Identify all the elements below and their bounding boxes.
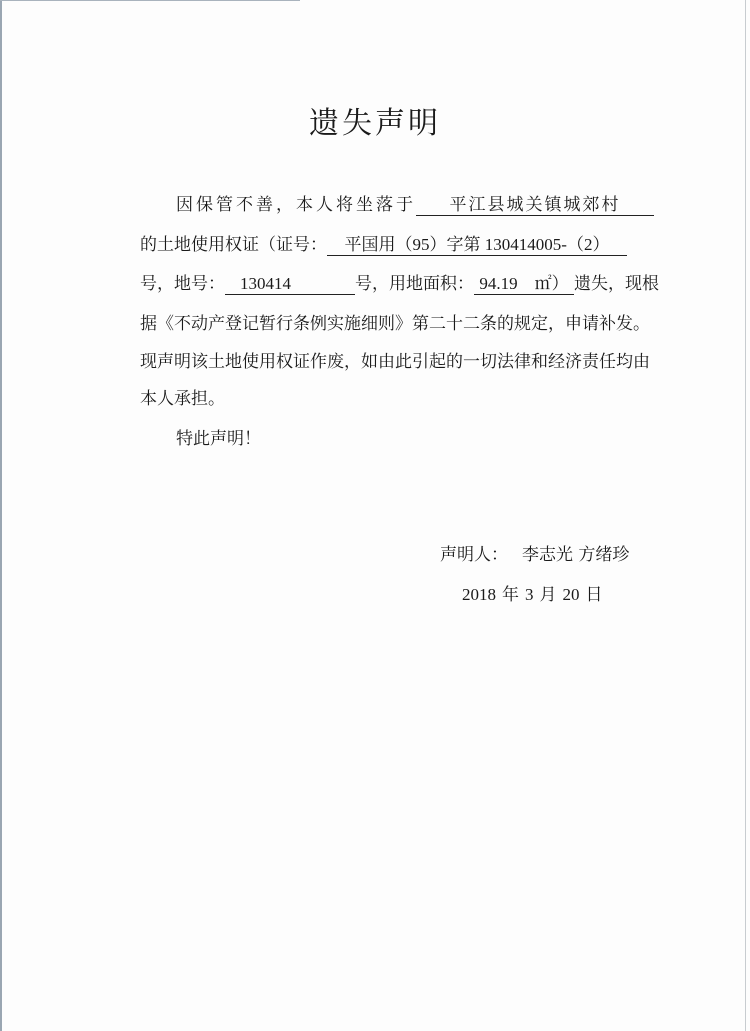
line3-text-a: 号，地号： [140, 274, 225, 294]
area-field: 94.19 ㎡） [474, 274, 574, 295]
date-day: 20 [562, 585, 580, 604]
signature-block [440, 540, 629, 565]
date-year-unit: 年 [502, 585, 519, 604]
date-line [462, 580, 609, 605]
date-day-unit: 日 [585, 585, 603, 604]
body-line-6: 本人承担。 [140, 389, 225, 409]
body-line-4: 据《不动产登记暂行条例实施细则》第二十二条的规定，申请补发。 [140, 314, 650, 334]
certificate-number-field: 平国用（95）字第 130414005-（2） [327, 235, 627, 256]
line3-text-c: 遗失，现根 [574, 274, 659, 294]
date-month-unit: 月 [539, 585, 557, 604]
line1-text: 因保管不善，本人将坐落于 [176, 195, 416, 215]
scan-edge-top [0, 0, 300, 1]
signature-label: 声明人： [440, 545, 508, 565]
body-line-2 [140, 234, 627, 256]
signature-names: 李志光 方绪珍 [522, 545, 630, 565]
date-year: 2018 [462, 585, 496, 604]
scan-edge-left [0, 0, 2, 1031]
location-field: 平江县城关镇城郊村 [416, 195, 654, 216]
body-line-7: 特此声明！ [176, 429, 261, 449]
line2-text: 的土地使用权证（证号： [140, 235, 327, 255]
document-title: 遗失声明 [309, 106, 441, 141]
body-line-3 [140, 273, 659, 295]
scan-edge-right [745, 0, 746, 1031]
date-month: 3 [525, 585, 534, 604]
body-line-5: 现声明该土地使用权证作废，如由此引起的一切法律和经济责任均由 [140, 352, 650, 372]
line3-text-b: 号，用地面积： [355, 274, 474, 294]
lot-number-field: 130414 [225, 274, 355, 295]
body-line-1 [176, 194, 654, 216]
